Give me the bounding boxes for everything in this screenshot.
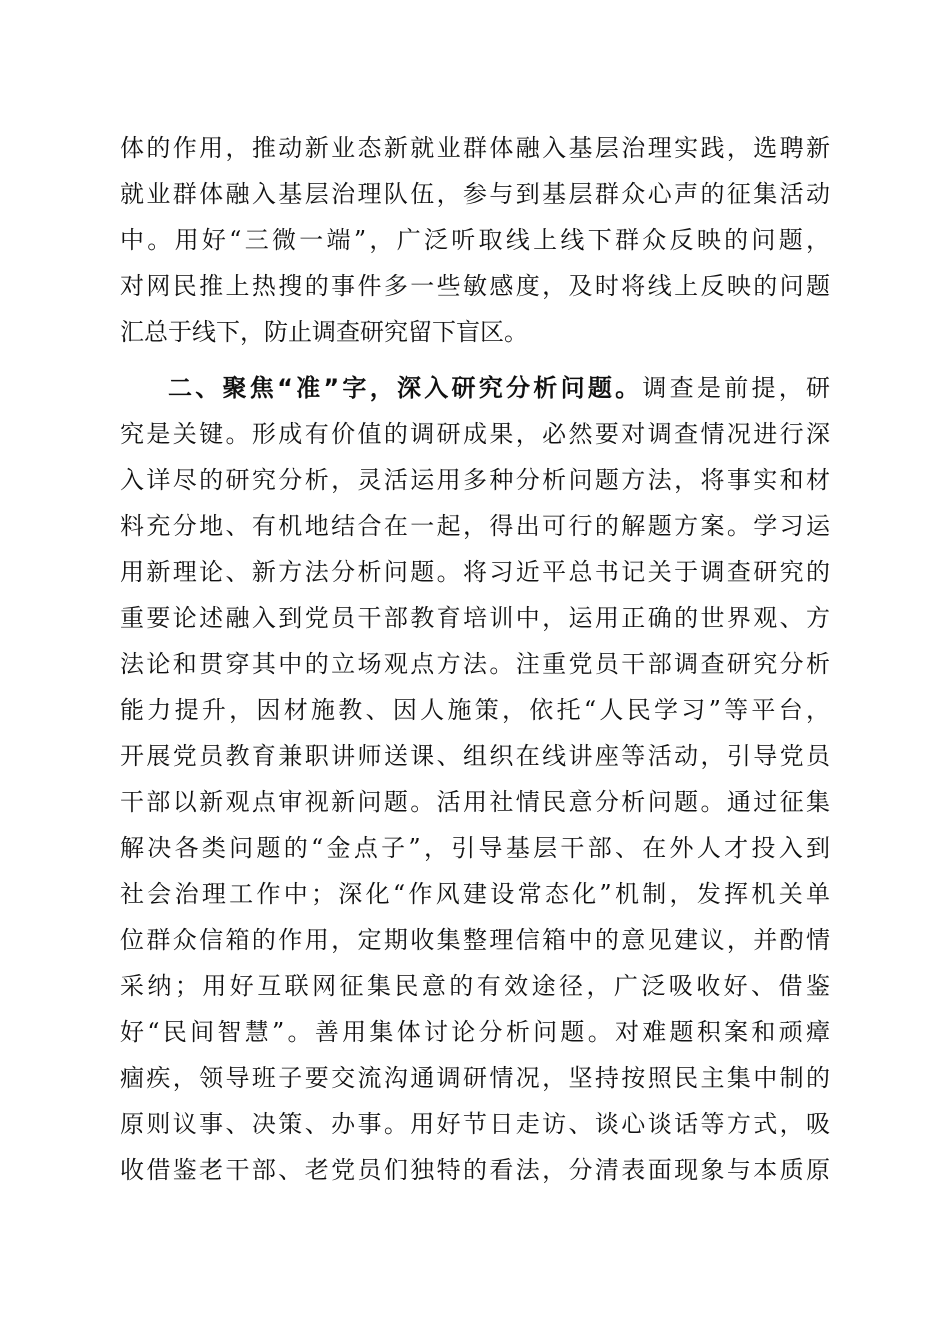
paragraph-line: 开展党员教育兼职讲师送课、组织在线讲座等活动，引导党员 [120,742,830,770]
paragraph-line: 好“民间智慧”。善用集体讨论分析问题。对难题积案和顽瘴 [120,1018,830,1046]
paragraph-line: 料充分地、有机地结合在一起，得出可行的解题方案。学习运 [120,512,830,540]
paragraph-1 [120,125,830,355]
paragraph-line: 干部以新观点审视新问题。活用社情民意分析问题。通过征集 [120,788,830,816]
paragraph-line: 采纳；用好互联网征集民意的有效途径，广泛吸收好、借鉴 [120,972,830,1000]
paragraph-line: 入详尽的研究分析，灵活运用多种分析问题方法，将事实和材 [120,466,830,494]
paragraph-line: 解决各类问题的“金点子”，引导基层干部、在外人才投入到 [120,834,830,862]
paragraph-first-line [120,365,830,411]
paragraph-2 [120,365,830,1193]
paragraph-line: 重要论述融入到党员干部教育培训中，运用正确的世界观、方 [120,604,830,632]
paragraph-line: 究是关键。形成有价值的调研成果，必然要对调查情况进行深 [120,420,830,448]
paragraph-line: 体的作用，推动新业态新就业群体融入基层治理实践，选聘新 [120,134,830,162]
paragraph-line: 用新理论、新方法分析问题。将习近平总书记关于调查研究的 [120,558,830,586]
paragraph-line: 法论和贯穿其中的立场观点方法。注重党员干部调查研究分析 [120,650,830,678]
paragraph-line: 中。用好“三微一端”，广泛听取线上线下群众反映的问题， [120,226,830,254]
first-line-text: 调查是前提，研 [642,374,831,402]
paragraph-line: 原则议事、决策、办事。用好节日走访、谈心谈话等方式，吸 [120,1110,830,1138]
paragraph-line: 对网民推上热搜的事件多一些敏感度，及时将线上反映的问题 [120,272,830,300]
paragraph-line: 痼疾，领导班子要交流沟通调研情况，坚持按照民主集中制的 [120,1064,830,1092]
section-heading: 二、聚焦“准”字，深入研究分析问题。 [168,374,643,402]
paragraph-line: 汇总于线下，防止调查研究留下盲区。 [120,318,528,346]
paragraph-line: 社会治理工作中；深化“作风建设常态化”机制，发挥机关单 [120,880,830,908]
paragraph-line: 能力提升，因材施教、因人施策，依托“人民学习”等平台， [120,696,830,724]
paragraph-line: 位群众信箱的作用，定期收集整理信箱中的意见建议，并酌情 [120,926,830,954]
paragraph-line: 收借鉴老干部、老党员们独特的看法，分清表面现象与本质原 [120,1156,830,1184]
paragraph-line: 就业群体融入基层治理队伍，参与到基层群众心声的征集活动 [120,180,830,208]
